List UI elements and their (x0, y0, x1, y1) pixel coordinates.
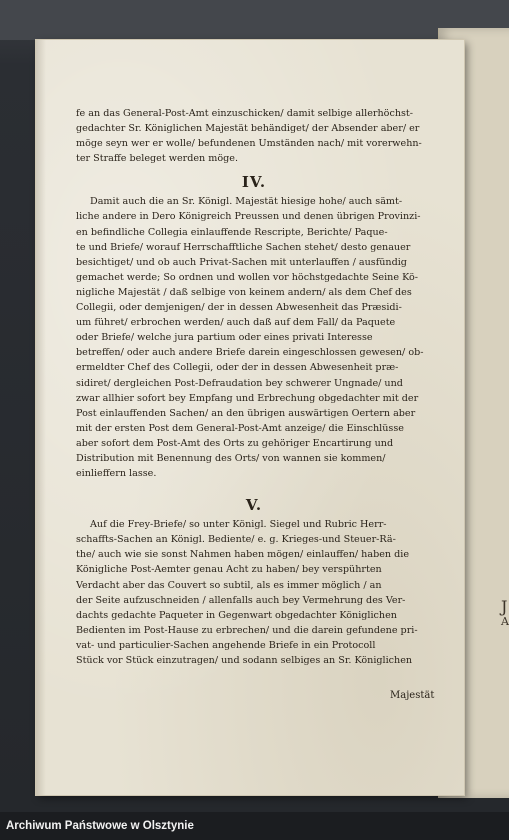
section-4-paragraph (76, 194, 432, 481)
text-line: Post einlauffenden Sachen/ an den übrigen auswärtigen Oertern aber (76, 407, 416, 419)
text-line: liche andere in Dero Königreich Preussen und denen übrigen Provinzi- (76, 211, 421, 223)
text-line: betreffen/ oder auch andere Briefe darein eingeschlossen gewesen/ ob- (76, 347, 424, 359)
text-line: ter Straffe beleget werden möge. (76, 153, 238, 165)
footer-bar (0, 812, 509, 840)
adjacent-page-letter: A (501, 615, 509, 628)
text-line: dachts gedachte Paqueter in Gegenwart obgedachter Königlichen (76, 609, 397, 621)
document-text (76, 106, 432, 668)
text-line: en befindliche Collegia einlauffende Rescripte, Berichte/ Paque- (76, 226, 388, 238)
text-line: zwar allhier sofort bey Empfang und Erbrechung obgedachter mit der (76, 392, 419, 404)
text-line: te und Briefe/ worauf Herrschafftliche Sachen stehet/ desto genauer (76, 241, 411, 253)
section-number-4: IV. (241, 173, 267, 192)
text-line: vat- und particulier-Sachen angehende Briefe in ein Protocoll (76, 639, 376, 651)
text-line: gemachet werde; So ordnen und wollen vor höchstgedachte Seine Kö- (76, 271, 418, 283)
text-line: Collegii, oder demjenigen/ der in dessen Abwesenheit das Præsidi- (76, 302, 402, 314)
text-line: einlieffern lasse. (76, 468, 157, 480)
adjacent-page-letter: J (501, 597, 508, 616)
text-line: mit der ersten Post dem General-Post-Amt anzeige/ die Einschlüsse (76, 422, 404, 434)
text-line: Auf die Frey-Briefe/ so unter Königl. Siegel und Rubric Herr- (90, 519, 387, 531)
intro-paragraph (76, 106, 432, 166)
text-line: ermeldter Chef des Collegii, oder der in dessen Abwesenheit præ- (76, 362, 399, 374)
text-line: oder Briefe/ welche jura partium oder eines privati Interesse (76, 332, 373, 344)
catchword: Majestät (390, 690, 435, 701)
text-line: möge seyn wer er wolle/ befundenen Umständen nach/ mit vorerwehn- (76, 138, 422, 150)
text-line: nigliche Majestät / daß selbige von keinem andern/ als dem Chef des (76, 286, 412, 298)
text-line: um führet/ erbrochen werden/ auch daß auf dem Fall/ da Paquete (76, 317, 396, 329)
text-line: sidiret/ dergleichen Post-Defraudation bey schwerer Ungnade/ und (76, 377, 403, 389)
text-line: schaffts-Sachen an Königl. Bediente/ e. g. Krieges-und Steuer-Rä- (76, 534, 396, 546)
archive-source-label: Archiwum Państwowe w Olsztynie (6, 820, 194, 832)
text-line: Verdacht aber das Couvert so subtil, als es immer möglich / an (76, 579, 382, 591)
text-line: besichtiget/ und ob auch Privat-Sachen mit unterlauffen / ausfündig (76, 256, 407, 268)
text-line: fe an das General-Post-Amt einzuschicken/ damit selbige allerhöchst- (76, 108, 414, 119)
section-number-5: V. (245, 496, 263, 515)
text-line: Stück vor Stück einzutragen/ und sodann selbiges an Sr. Königlichen (76, 655, 413, 666)
text-line: the/ auch wie sie sonst Nahmen haben mögen/ einlauffen/ haben die (76, 549, 409, 561)
text-line: Königliche Post-Aemter genau Acht zu haben/ bey verspührten (76, 564, 382, 576)
text-line: Damit auch die an Sr. Königl. Majestät hiesige hohe/ auch sämt- (90, 196, 403, 208)
text-line: Distribution mit Benennung des Orts/ von wannen sie kommen/ (76, 452, 386, 464)
text-line: aber sofort dem Post-Amt des Orts zu gehöriger Encartirung und (76, 437, 394, 449)
text-line: Bedienten im Post-Hause zu erbrechen/ und die darein gefundene pri- (76, 624, 418, 636)
scanner-top-strip (0, 0, 509, 40)
section-5-paragraph (76, 517, 432, 668)
text-line: gedachter Sr. Königlichen Majestät behändiget/ der Absender aber/ er (76, 123, 420, 135)
text-line: der Seite aufzuschneiden / allenfalls auch bey Vermehrung des Ver- (76, 594, 406, 606)
page-fold-shadow (36, 40, 46, 795)
